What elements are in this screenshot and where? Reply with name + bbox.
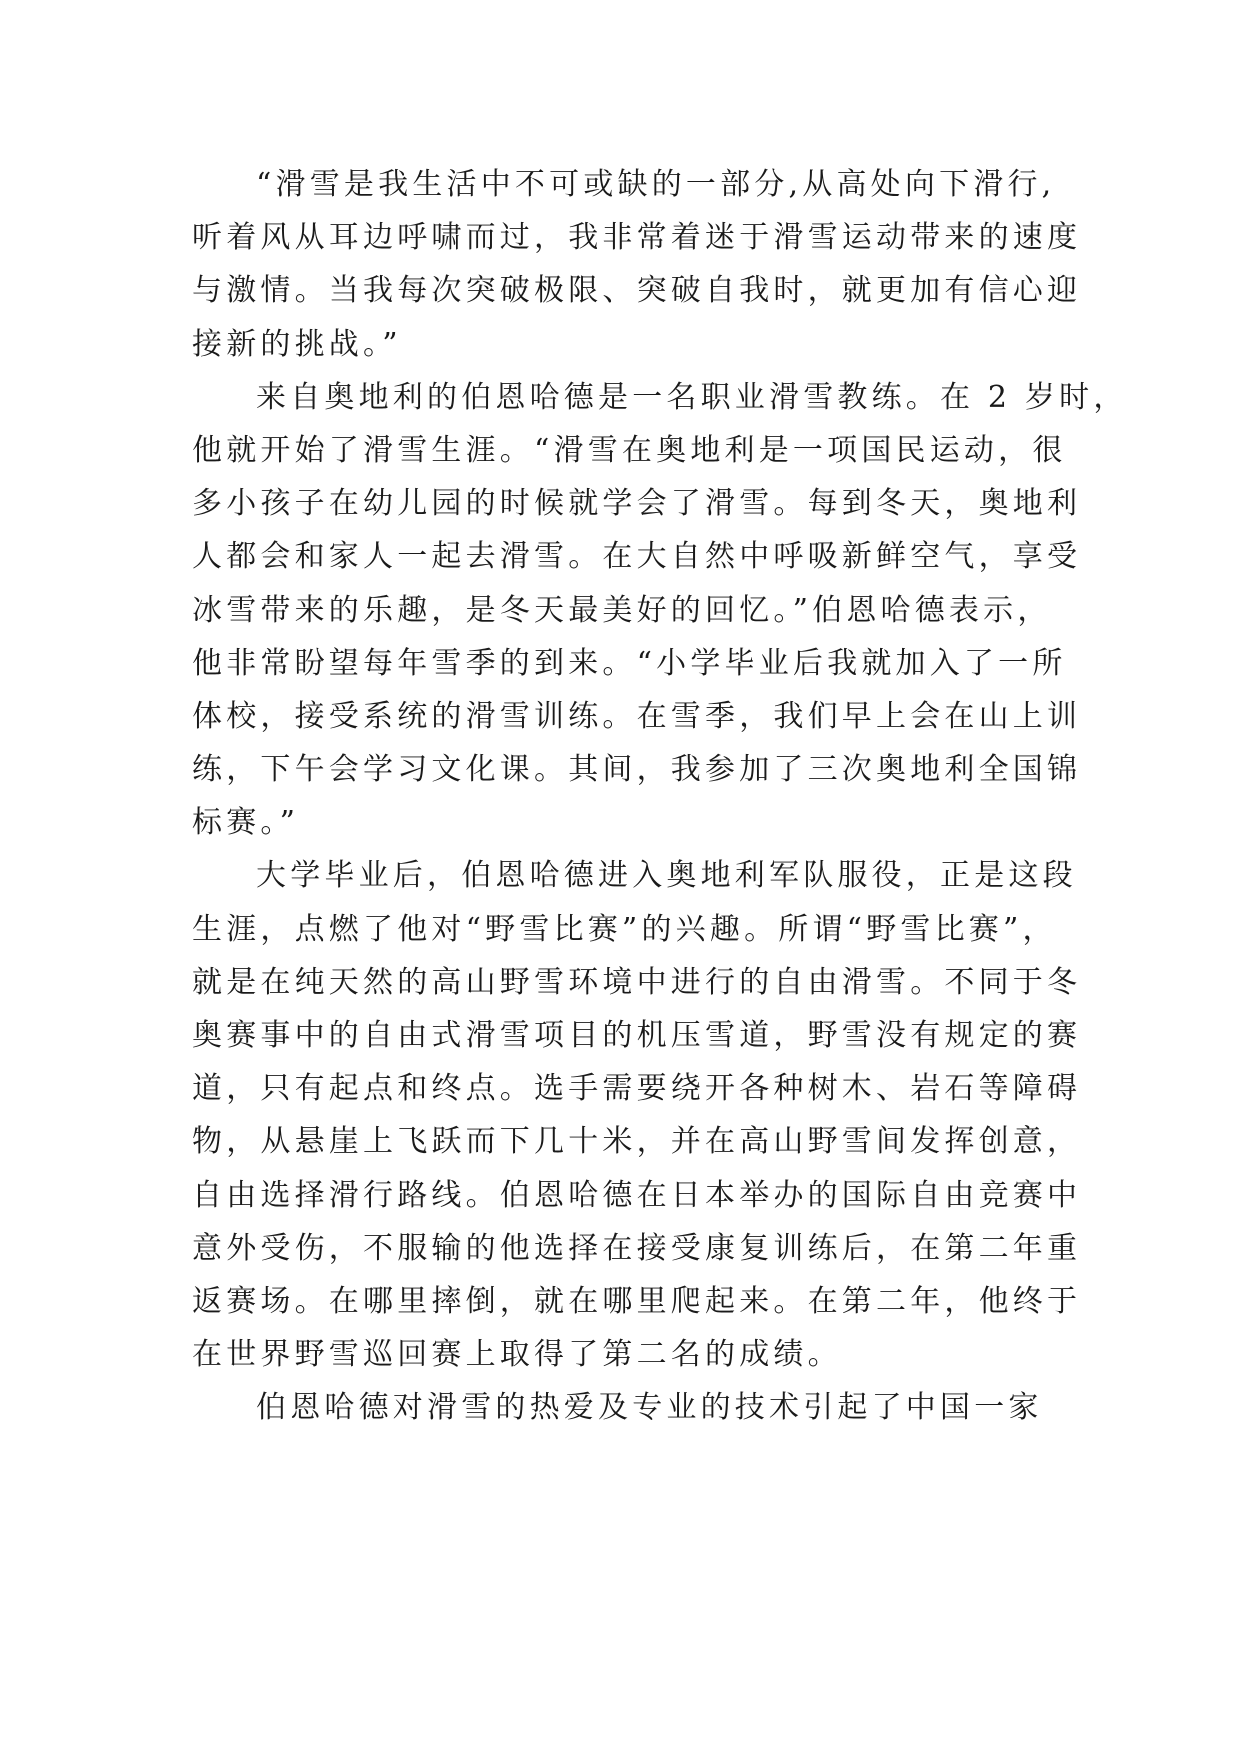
text-line: 人都会和家人一起去滑雪。在大自然中呼吸新鲜空气，享受 xyxy=(192,539,1082,575)
paragraph-first-line: 伯恩哈德对滑雪的热爱及专业的技术引起了中国一家 xyxy=(256,1390,1043,1426)
text-line: 与激情。当我每次突破极限、突破自我时，就更加有信心迎 xyxy=(192,273,1082,309)
text-line: 标赛。” xyxy=(192,805,300,841)
text-line: 意外受伤，不服输的他选择在接受康复训练后，在第二年重 xyxy=(192,1230,1082,1266)
text-line: 接新的挑战。” xyxy=(192,326,402,362)
text-line: 返赛场。在哪里摔倒，就在哪里爬起来。在第二年，他终于 xyxy=(192,1283,1082,1319)
text-line: 他非常盼望每年雪季的到来。“小学毕业后我就加入了一所 xyxy=(192,645,1067,681)
text-line: 在世界野雪巡回赛上取得了第二名的成绩。 xyxy=(192,1337,842,1373)
text-line: 道，只有起点和终点。选手需要绕开各种树木、岩石等障碍 xyxy=(192,1071,1082,1107)
paragraph-first-line: 来自奥地利的伯恩哈德是一名职业滑雪教练。在 2 岁时， xyxy=(256,379,1128,415)
text-line: 练，下午会学习文化课。其间，我参加了三次奥地利全国锦 xyxy=(192,752,1082,788)
text-line: 物，从悬崖上飞跃而下几十米，并在高山野雪间发挥创意， xyxy=(192,1124,1082,1160)
paragraph-first-line: 大学毕业后，伯恩哈德进入奥地利军队服役，正是这段 xyxy=(256,858,1077,894)
paragraph-first-line: “滑雪是我生活中不可或缺的一部分,从高处向下滑行, xyxy=(256,167,1056,202)
text-line: 就是在纯天然的高山野雪环境中进行的自由滑雪。不同于冬 xyxy=(192,964,1082,1000)
text-line: 他就开始了滑雪生涯。“滑雪在奥地利是一项国民运动，很 xyxy=(192,432,1067,468)
text-line: 冰雪带来的乐趣，是冬天最美好的回忆。”伯恩哈德表示， xyxy=(192,592,1052,628)
text-line: 体校，接受系统的滑雪训练。在雪季，我们早上会在山上训 xyxy=(192,698,1082,734)
article-body xyxy=(192,158,1128,1435)
text-line: 自由选择滑行路线。伯恩哈德在日本举办的国际自由竞赛中 xyxy=(192,1177,1082,1213)
text-line: 生涯，点燃了他对“野雪比赛”的兴趣。所谓“野雪比赛”， xyxy=(192,911,1057,947)
text-line: 多小孩子在幼儿园的时候就学会了滑雪。每到冬天，奥地利 xyxy=(192,486,1082,522)
text-line: 听着风从耳边呼啸而过，我非常着迷于滑雪运动带来的速度 xyxy=(192,220,1082,256)
text-line: 奥赛事中的自由式滑雪项目的机压雪道，野雪没有规定的赛 xyxy=(192,1018,1082,1053)
